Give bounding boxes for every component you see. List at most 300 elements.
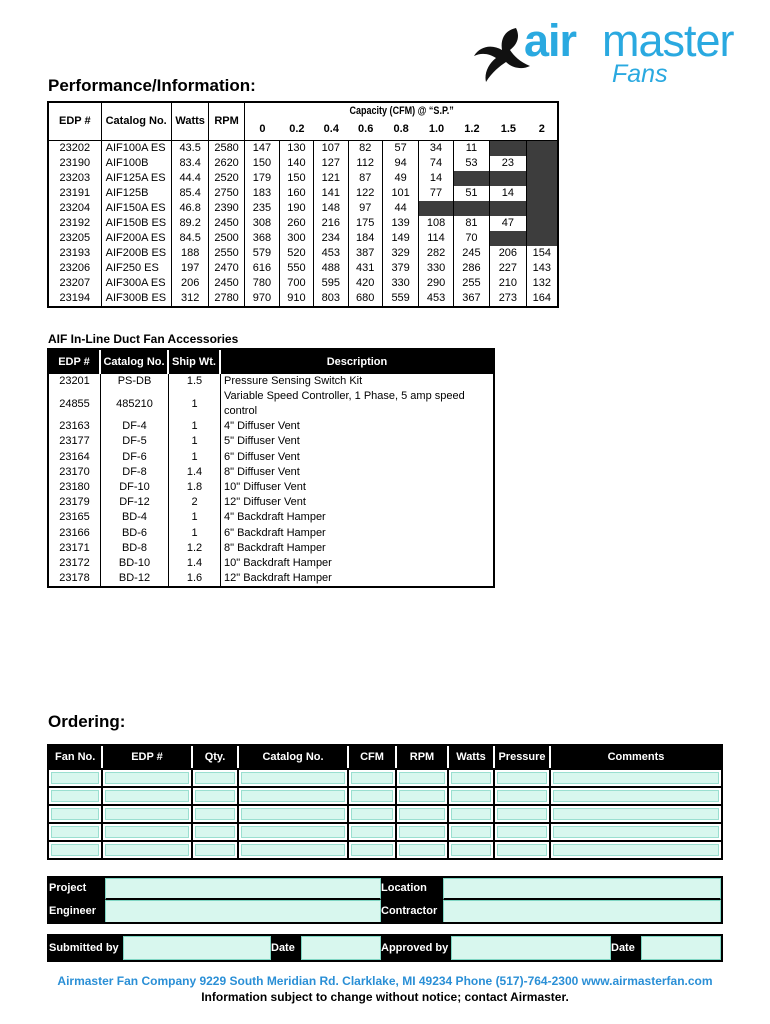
order-input-field[interactable] bbox=[553, 826, 719, 838]
acc-catalog-cell: BD-4 bbox=[101, 510, 169, 525]
na-cell bbox=[454, 201, 490, 216]
catalog-cell: AIF300B ES bbox=[102, 291, 173, 306]
sp-level-header: 0.6 bbox=[349, 119, 383, 141]
order-cell bbox=[551, 768, 721, 786]
cfm-cell: 255 bbox=[454, 276, 490, 291]
accessories-table bbox=[47, 348, 495, 588]
order-input-field[interactable] bbox=[105, 808, 189, 820]
na-cell bbox=[490, 201, 526, 216]
cfm-cell: 184 bbox=[349, 231, 383, 246]
catalog-cell: AIF100B bbox=[102, 156, 173, 171]
performance-row bbox=[49, 246, 557, 261]
acc-description-cell: 12" Backdraft Hamper bbox=[224, 572, 332, 585]
order-input-field[interactable] bbox=[51, 844, 99, 856]
order-input-field[interactable] bbox=[241, 826, 345, 838]
performance-row bbox=[49, 171, 557, 186]
order-header: Qty. bbox=[193, 746, 239, 768]
contractor-label: Contractor bbox=[381, 900, 443, 922]
acc-description-cell: 4" Backdraft Hamper bbox=[224, 511, 326, 524]
order-header: CFM bbox=[349, 746, 397, 768]
cfm-cell: 190 bbox=[280, 201, 314, 216]
rpm-cell: 2620 bbox=[209, 156, 245, 171]
performance-row bbox=[49, 186, 557, 201]
cfm-cell: 700 bbox=[280, 276, 314, 291]
na-cell bbox=[454, 171, 490, 186]
cfm-cell: 164 bbox=[532, 292, 551, 304]
ordering-table bbox=[47, 744, 723, 860]
order-cell bbox=[49, 768, 103, 786]
catalog-cell: AIF250 ES bbox=[102, 261, 173, 276]
acc-description-cell: 8" Diffuser Vent bbox=[224, 465, 300, 478]
acc-weight-cell: 1.4 bbox=[169, 465, 221, 480]
cfm-cell: 47 bbox=[490, 216, 526, 231]
acc-weight-cell: 1.2 bbox=[169, 541, 221, 556]
acc-weight-cell: 2 bbox=[169, 495, 221, 510]
order-input-field[interactable] bbox=[399, 808, 445, 820]
watts-cell: 85.4 bbox=[172, 186, 208, 201]
order-cell bbox=[397, 804, 449, 822]
catalog-cell: AIF300A ES bbox=[102, 276, 173, 291]
cfm-cell: 183 bbox=[245, 186, 279, 201]
accessory-row bbox=[49, 495, 493, 510]
performance-row bbox=[49, 201, 557, 216]
cfm-cell: 23 bbox=[490, 156, 526, 171]
order-input-field[interactable] bbox=[195, 826, 235, 838]
acc-catalog-cell: DF-12 bbox=[101, 495, 169, 510]
acc-edp-cell: 23201 bbox=[49, 374, 101, 389]
order-cell bbox=[495, 804, 551, 822]
order-header: EDP # bbox=[103, 746, 193, 768]
na-cell bbox=[490, 141, 526, 156]
order-cell bbox=[551, 840, 721, 858]
order-input-field[interactable] bbox=[497, 844, 547, 856]
cfm-cell: 616 bbox=[245, 261, 279, 276]
order-input-field[interactable] bbox=[105, 844, 189, 856]
acc-weight-cell: 1.4 bbox=[169, 556, 221, 571]
accessory-row bbox=[49, 434, 493, 449]
acc-header-edp: EDP # bbox=[49, 350, 101, 374]
acc-description-cell: 5" Diffuser Vent bbox=[224, 435, 300, 448]
rpm-cell: 2450 bbox=[209, 216, 245, 231]
order-cell bbox=[103, 840, 193, 858]
order-cell bbox=[449, 840, 495, 858]
accessory-row bbox=[49, 419, 493, 434]
na-cell bbox=[527, 201, 557, 216]
order-cell bbox=[495, 768, 551, 786]
acc-catalog-cell: DF-4 bbox=[101, 419, 169, 434]
cfm-cell: 216 bbox=[314, 216, 348, 231]
perf-header-catalog: Catalog No. bbox=[102, 103, 173, 141]
acc-weight-cell: 1.5 bbox=[169, 374, 221, 389]
cfm-cell: 122 bbox=[349, 186, 383, 201]
cfm-cell: 77 bbox=[419, 186, 453, 201]
rpm-cell: 2580 bbox=[209, 141, 245, 156]
na-cell bbox=[527, 156, 557, 171]
cfm-cell: 53 bbox=[454, 156, 490, 171]
order-cell bbox=[449, 768, 495, 786]
order-input-field[interactable] bbox=[399, 844, 445, 856]
order-cell bbox=[103, 804, 193, 822]
order-input-field[interactable] bbox=[195, 790, 235, 802]
cfm-cell: 579 bbox=[245, 246, 279, 261]
sp-level-header: 2 bbox=[527, 119, 557, 141]
cfm-cell: 149 bbox=[383, 231, 419, 246]
order-header: Watts bbox=[449, 746, 495, 768]
watts-cell: 312 bbox=[172, 291, 208, 306]
order-cell bbox=[103, 768, 193, 786]
ordering-title: Ordering: bbox=[48, 712, 126, 731]
acc-weight-cell: 1.8 bbox=[169, 480, 221, 495]
acc-catalog-cell: DF-8 bbox=[101, 465, 169, 480]
rpm-cell: 2780 bbox=[209, 291, 245, 306]
accessory-row bbox=[49, 541, 493, 556]
fan-blade-icon bbox=[470, 22, 532, 84]
acc-weight-cell: 1 bbox=[169, 389, 221, 419]
cfm-cell: 387 bbox=[349, 246, 383, 261]
cfm-cell: 107 bbox=[314, 141, 348, 156]
cfm-cell: 147 bbox=[245, 141, 279, 156]
order-cell bbox=[449, 822, 495, 840]
cfm-cell: 81 bbox=[454, 216, 490, 231]
order-input-field[interactable] bbox=[195, 844, 235, 856]
watts-cell: 188 bbox=[172, 246, 208, 261]
acc-description-cell: 4" Diffuser Vent bbox=[224, 420, 300, 433]
acc-edp-cell: 23163 bbox=[49, 419, 101, 434]
rpm-cell: 2500 bbox=[209, 231, 245, 246]
order-cell bbox=[495, 840, 551, 858]
edp-cell: 23206 bbox=[49, 261, 102, 276]
watts-cell: 44.4 bbox=[172, 171, 208, 186]
order-input-field[interactable] bbox=[497, 808, 547, 820]
cfm-cell: 367 bbox=[454, 291, 490, 306]
performance-row bbox=[49, 216, 557, 231]
order-cell bbox=[49, 822, 103, 840]
cfm-cell: 330 bbox=[383, 276, 419, 291]
cfm-cell: 97 bbox=[349, 201, 383, 216]
cfm-cell: 82 bbox=[349, 141, 383, 156]
accessory-row bbox=[49, 556, 493, 571]
cfm-cell: 595 bbox=[314, 276, 348, 291]
performance-row bbox=[49, 291, 557, 306]
acc-edp-cell: 23164 bbox=[49, 450, 101, 465]
cfm-cell: 121 bbox=[314, 171, 348, 186]
order-cell bbox=[495, 786, 551, 804]
order-cell bbox=[239, 768, 349, 786]
performance-title: Performance/Information: bbox=[48, 76, 256, 95]
na-cell bbox=[527, 141, 557, 156]
cfm-cell: 74 bbox=[419, 156, 453, 171]
order-cell bbox=[551, 786, 721, 804]
accessory-row bbox=[49, 510, 493, 525]
location-field[interactable] bbox=[443, 878, 721, 900]
na-cell bbox=[527, 216, 557, 231]
order-row bbox=[49, 822, 721, 840]
order-header: Fan No. bbox=[49, 746, 103, 768]
contractor-field[interactable] bbox=[443, 900, 721, 922]
acc-weight-cell: 1.6 bbox=[169, 571, 221, 586]
acc-edp-cell: 23171 bbox=[49, 541, 101, 556]
order-input-field[interactable] bbox=[51, 826, 99, 838]
acc-catalog-cell: DF-10 bbox=[101, 480, 169, 495]
watts-cell: 43.5 bbox=[172, 141, 208, 156]
order-cell bbox=[349, 822, 397, 840]
order-input-field[interactable] bbox=[351, 808, 393, 820]
cfm-cell: 150 bbox=[280, 171, 314, 186]
cfm-cell: 57 bbox=[383, 141, 419, 156]
order-input-field[interactable] bbox=[399, 790, 445, 802]
na-cell bbox=[527, 171, 557, 186]
performance-table bbox=[47, 101, 559, 308]
order-input-field[interactable] bbox=[451, 772, 491, 784]
cfm-cell: 290 bbox=[419, 276, 453, 291]
order-cell bbox=[49, 804, 103, 822]
cfm-cell: 179 bbox=[245, 171, 279, 186]
cfm-cell: 300 bbox=[280, 231, 314, 246]
cfm-cell: 453 bbox=[314, 246, 348, 261]
order-cell bbox=[551, 804, 721, 822]
acc-description-cell: Pressure Sensing Switch Kit bbox=[224, 375, 363, 388]
order-cell bbox=[239, 804, 349, 822]
sp-level-header: 1.5 bbox=[490, 119, 526, 141]
watts-cell: 46.8 bbox=[172, 201, 208, 216]
acc-weight-cell: 1 bbox=[169, 510, 221, 525]
project-field[interactable] bbox=[105, 878, 381, 900]
order-input-field[interactable] bbox=[241, 790, 345, 802]
catalog-cell: AIF200A ES bbox=[102, 231, 173, 246]
watts-cell: 197 bbox=[172, 261, 208, 276]
order-input-field[interactable] bbox=[105, 826, 189, 838]
date2-field[interactable] bbox=[641, 936, 721, 960]
na-cell bbox=[419, 201, 453, 216]
acc-header-weight: Ship Wt. bbox=[169, 350, 221, 374]
order-input-field[interactable] bbox=[51, 772, 99, 784]
order-input-field[interactable] bbox=[399, 826, 445, 838]
sp-level-header: 0.4 bbox=[314, 119, 348, 141]
order-input-field[interactable] bbox=[553, 790, 719, 802]
cfm-cell: 11 bbox=[454, 141, 490, 156]
order-cell bbox=[193, 840, 239, 858]
cfm-cell: 206 bbox=[490, 246, 526, 261]
cfm-cell: 234 bbox=[314, 231, 348, 246]
order-cell bbox=[49, 840, 103, 858]
order-cell bbox=[349, 786, 397, 804]
order-input-field[interactable] bbox=[351, 772, 393, 784]
cfm-cell: 140 bbox=[280, 156, 314, 171]
order-input-field[interactable] bbox=[51, 790, 99, 802]
rpm-cell: 2550 bbox=[209, 246, 245, 261]
cfm-cell: 488 bbox=[314, 261, 348, 276]
cfm-cell: 282 bbox=[419, 246, 453, 261]
performance-row bbox=[49, 156, 557, 171]
order-header: RPM bbox=[397, 746, 449, 768]
order-input-field[interactable] bbox=[105, 772, 189, 784]
engineer-field[interactable] bbox=[105, 900, 381, 922]
order-input-field[interactable] bbox=[451, 826, 491, 838]
order-cell bbox=[193, 804, 239, 822]
cfm-cell: 94 bbox=[383, 156, 419, 171]
acc-edp-cell: 23179 bbox=[49, 495, 101, 510]
edp-cell: 23193 bbox=[49, 246, 102, 261]
sp-level-header: 1.2 bbox=[454, 119, 490, 141]
edp-cell: 23194 bbox=[49, 291, 102, 306]
acc-catalog-cell: 485210 bbox=[101, 389, 169, 419]
cfm-cell: 130 bbox=[280, 141, 314, 156]
order-input-field[interactable] bbox=[241, 772, 345, 784]
approved-by-field[interactable] bbox=[451, 936, 611, 960]
cfm-cell: 368 bbox=[245, 231, 279, 246]
order-header: Catalog No. bbox=[239, 746, 349, 768]
acc-edp-cell: 23165 bbox=[49, 510, 101, 525]
rpm-cell: 2520 bbox=[209, 171, 245, 186]
order-row bbox=[49, 840, 721, 858]
engineer-label: Engineer bbox=[49, 900, 105, 922]
accessory-row bbox=[49, 465, 493, 480]
cfm-cell: 286 bbox=[454, 261, 490, 276]
cfm-cell: 114 bbox=[419, 231, 453, 246]
order-header: Pressure bbox=[495, 746, 551, 768]
cfm-cell: 141 bbox=[314, 186, 348, 201]
cfm-cell: 44 bbox=[383, 201, 419, 216]
order-input-field[interactable] bbox=[195, 808, 235, 820]
cfm-cell: 70 bbox=[454, 231, 490, 246]
cfm-cell: 127 bbox=[314, 156, 348, 171]
order-cell bbox=[449, 804, 495, 822]
order-input-field[interactable] bbox=[351, 826, 393, 838]
order-input-field[interactable] bbox=[51, 808, 99, 820]
sp-level-header: 1.0 bbox=[419, 119, 453, 141]
rpm-cell: 2750 bbox=[209, 186, 245, 201]
order-cell bbox=[349, 768, 397, 786]
cfm-cell: 680 bbox=[349, 291, 383, 306]
acc-catalog-cell: DF-5 bbox=[101, 434, 169, 449]
order-input-field[interactable] bbox=[451, 844, 491, 856]
acc-edp-cell: 23170 bbox=[49, 465, 101, 480]
acc-edp-cell: 23166 bbox=[49, 526, 101, 541]
performance-row bbox=[49, 141, 557, 156]
order-header: Comments bbox=[551, 746, 721, 768]
edp-cell: 23204 bbox=[49, 201, 102, 216]
watts-cell: 83.4 bbox=[172, 156, 208, 171]
order-cell bbox=[239, 786, 349, 804]
cfm-cell: 970 bbox=[245, 291, 279, 306]
logo-air-text: air bbox=[524, 15, 577, 66]
cfm-cell: 175 bbox=[349, 216, 383, 231]
order-cell bbox=[349, 804, 397, 822]
accessory-row bbox=[49, 450, 493, 465]
order-input-field[interactable] bbox=[497, 826, 547, 838]
order-cell bbox=[49, 786, 103, 804]
acc-description-cell: 10" Backdraft Hamper bbox=[224, 556, 332, 569]
perf-header-capacity: Capacity (CFM) @ “S.P.” bbox=[348, 104, 454, 117]
order-cell bbox=[103, 822, 193, 840]
cfm-cell: 273 bbox=[490, 291, 526, 306]
acc-description-cell: 10" Diffuser Vent bbox=[224, 481, 306, 494]
project-info-table bbox=[47, 876, 723, 924]
cfm-cell: 453 bbox=[419, 291, 453, 306]
order-input-field[interactable] bbox=[241, 808, 345, 820]
company-address: Airmaster Fan Company 9229 South Meridian Rd. Clarklake, MI 49234 Phone (517)-764-2300 www.airmasterfan.com bbox=[57, 974, 713, 988]
order-input-field[interactable] bbox=[553, 844, 719, 856]
order-input-field[interactable] bbox=[451, 808, 491, 820]
order-input-field[interactable] bbox=[553, 808, 719, 820]
order-input-field[interactable] bbox=[351, 790, 393, 802]
watts-cell: 89.2 bbox=[172, 216, 208, 231]
date-field[interactable] bbox=[301, 936, 381, 960]
cfm-cell: 101 bbox=[383, 186, 419, 201]
order-input-field[interactable] bbox=[195, 772, 235, 784]
sp-level-header: 0.8 bbox=[383, 119, 419, 141]
acc-header-catalog: Catalog No. bbox=[101, 350, 169, 374]
acc-weight-cell: 1 bbox=[169, 450, 221, 465]
date2-label: Date bbox=[611, 936, 641, 960]
performance-row bbox=[49, 276, 557, 291]
cfm-cell: 559 bbox=[383, 291, 419, 306]
cfm-cell: 910 bbox=[280, 291, 314, 306]
approval-table bbox=[47, 934, 723, 962]
order-input-field[interactable] bbox=[451, 790, 491, 802]
cfm-cell: 260 bbox=[280, 216, 314, 231]
cfm-cell: 227 bbox=[490, 261, 526, 276]
edp-cell: 23202 bbox=[49, 141, 102, 156]
submitted-by-field[interactable] bbox=[123, 936, 271, 960]
order-cell bbox=[397, 822, 449, 840]
order-input-field[interactable] bbox=[241, 844, 345, 856]
acc-edp-cell: 23177 bbox=[49, 434, 101, 449]
order-input-field[interactable] bbox=[351, 844, 393, 856]
acc-description-cell: 8" Backdraft Hamper bbox=[224, 541, 326, 554]
acc-edp-cell: 24855 bbox=[49, 389, 101, 419]
cfm-cell: 330 bbox=[419, 261, 453, 276]
order-cell bbox=[239, 840, 349, 858]
edp-cell: 23192 bbox=[49, 216, 102, 231]
order-cell bbox=[397, 840, 449, 858]
cfm-cell: 431 bbox=[349, 261, 383, 276]
catalog-cell: AIF150B ES bbox=[102, 216, 173, 231]
order-cell bbox=[495, 822, 551, 840]
order-cell bbox=[551, 822, 721, 840]
catalog-cell: AIF200B ES bbox=[102, 246, 173, 261]
order-input-field[interactable] bbox=[497, 790, 547, 802]
order-input-field[interactable] bbox=[105, 790, 189, 802]
order-input-field[interactable] bbox=[553, 772, 719, 784]
acc-catalog-cell: BD-6 bbox=[101, 526, 169, 541]
order-cell bbox=[103, 786, 193, 804]
acc-catalog-cell: PS-DB bbox=[101, 374, 169, 389]
cfm-cell: 148 bbox=[314, 201, 348, 216]
cfm-cell: 160 bbox=[280, 186, 314, 201]
edp-cell: 23205 bbox=[49, 231, 102, 246]
edp-cell: 23191 bbox=[49, 186, 102, 201]
catalog-cell: AIF150A ES bbox=[102, 201, 173, 216]
acc-weight-cell: 1 bbox=[169, 419, 221, 434]
na-cell bbox=[490, 231, 526, 246]
na-cell bbox=[490, 171, 526, 186]
cfm-cell: 308 bbox=[245, 216, 279, 231]
order-cell bbox=[193, 822, 239, 840]
acc-description-cell: 6" Diffuser Vent bbox=[224, 450, 300, 463]
cfm-cell: 329 bbox=[383, 246, 419, 261]
watts-cell: 206 bbox=[172, 276, 208, 291]
accessory-row bbox=[49, 480, 493, 495]
order-input-field[interactable] bbox=[399, 772, 445, 784]
cfm-cell: 210 bbox=[490, 276, 526, 291]
order-input-field[interactable] bbox=[497, 772, 547, 784]
acc-catalog-cell: BD-8 bbox=[101, 541, 169, 556]
performance-row bbox=[49, 261, 557, 276]
acc-catalog-cell: DF-6 bbox=[101, 450, 169, 465]
order-cell bbox=[193, 786, 239, 804]
accessory-row bbox=[49, 526, 493, 541]
